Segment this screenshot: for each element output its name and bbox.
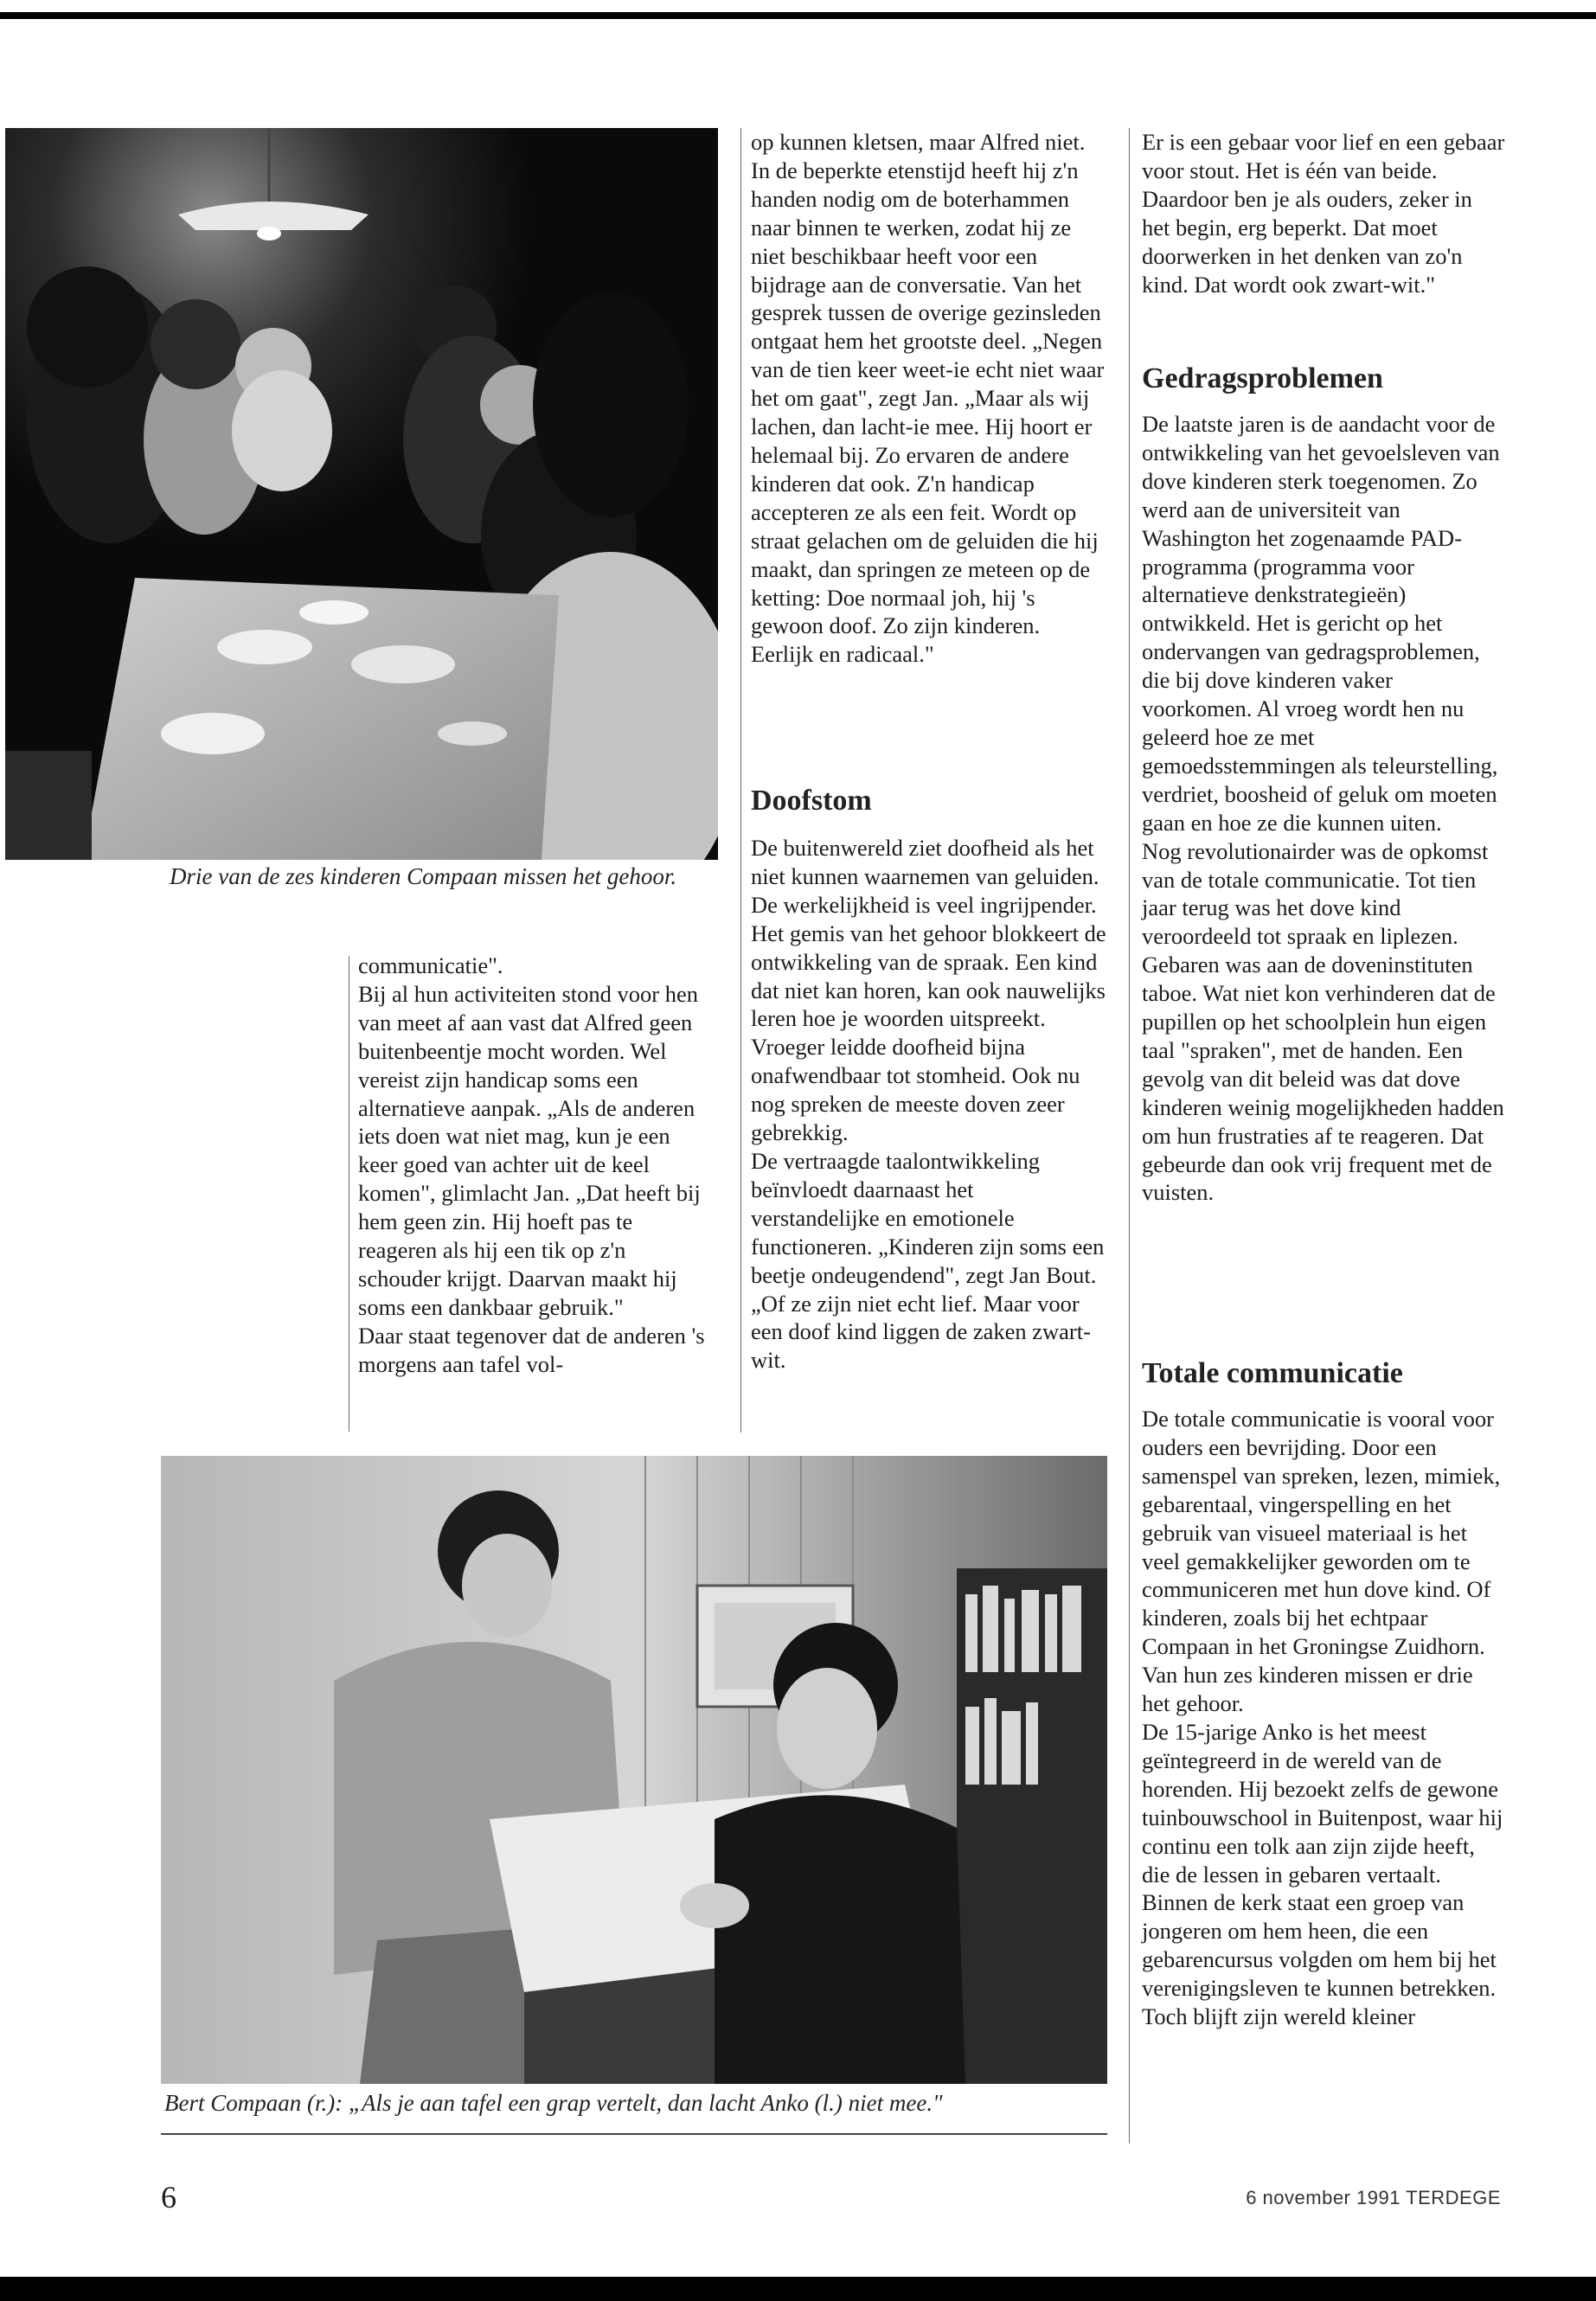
page-number: 6: [161, 2180, 176, 2214]
brothers-study-photo: [161, 1456, 1107, 2084]
bottom-border-rule: [0, 2277, 1596, 2301]
brothers-study-image: [161, 1456, 1107, 2084]
section-heading-doofstom: Doofstom: [751, 785, 872, 817]
paragraph: De 15-jarige Anko is het meest geïntegreerd in de wereld van de horenden. Hij bezoekt zelfs de gewone tuinbouwschool in Buitenpost, waar hij continu een tolk aan zijn zijde heeft, die de lessen in gebaren vertaalt. Binnen de kerk staat een groep van jongeren om hem heen, die een gebarencursus volgden om hem bij het verenigingsleven te kunnen betrekken.: [1142, 1718, 1503, 2002]
article-column-2b: [751, 834, 1107, 1375]
family-dinner-image: [5, 128, 718, 860]
article-column-3a: [1142, 128, 1505, 298]
article-column-3c: [1142, 1405, 1505, 2031]
column-separator: [1129, 128, 1130, 2144]
paragraph: Er is een gebaar voor lief en een gebaar voor stout. Het is één van beide. Daardoor ben je als ouders, zeker in het begin, erg beperkt. Dat moet doorwerken in het denken van zo'n kind. Dat wordt ook zwart-wit.": [1142, 129, 1505, 298]
paragraph: De laatste jaren is de aandacht voor de ontwikkeling van het gevoelsleven van dove kinderen sterk toegenomen. Zo werd aan de universiteit van Washington het zogenaamde PAD-programma (programma voor alternatieve denkstrategieën) ontwikkeld. Het is gericht op het ondervangen van gedragsproblemen, die bij dove kinderen vaker voorkomen. Al vroeg wordt hen nu geleerd hoe ze met gemoedsstemmingen als teleurstelling, verdriet, boosheid of geluk om moeten gaan en hoe ze die kunnen uiten.: [1142, 411, 1500, 836]
paragraph: De vertraagde taalontwikkeling beïnvloedt daarnaast het verstandelijke en emotionele functioneren. „Kinderen zijn soms een beetje ondeugendend", zegt Jan Bout. „Of ze zijn niet echt lief. Maar voor een doof kind liggen de zaken zwart-wit.: [751, 1147, 1105, 1374]
issue-footer: 6 november 1991 TERDEGE: [1246, 2187, 1501, 2208]
paragraph: Nog revolutionairder was de opkomst van de totale communicatie. Tot tien jaar terug was het dove kind veroordeeld tot spraak en liplezen. Gebaren was aan de doveninstituten taboe. Wat niet kon verhinderen dat de pupillen op het schoolplein hun eigen taal "spraken", met de handen. Een gevolg van dit beleid was dat dove kinderen weinig mogelijkheden hadden om hun frustraties af te reageren. Dat gebeurde dan ook vrij frequent met de vuisten.: [1142, 837, 1504, 1206]
paragraph: Bij al hun activiteiten stond voor hen van meet af aan vast dat Alfred geen buitenbeentje mocht worden. Wel vereist zijn handicap soms een alternatieve aanpak. „Als de anderen iets doen wat niet mag, kun je een keer goed van achter uit de keel komen", glimlacht Jan. „Dat heeft bij hem geen zin. Hij hoeft pas te reageren als hij een tik op z'n schouder krijgt. Daarvan maakt hij soms een dankbaar gebruik.": [358, 980, 701, 1320]
paragraph: Toch blijft zijn wereld kleiner: [1142, 2003, 1416, 2030]
top-border-rule: [0, 12, 1596, 19]
article-column-2: [751, 128, 1107, 669]
paragraph: op kunnen kletsen, maar Alfred niet. In de beperkte etenstijd heeft hij z'n handen nodig om de boterhammen naar binnen te werken, zodat hij ze niet beschikbaar heeft voor een bijdrage aan de conversatie. Van het gesprek tussen de overige gezinsleden ontgaat hem het grootste deel. „Negen van de tien keer weet-ie echt niet waar het om gaat", zegt Jan. „Maar als wij lachen, dan lacht-ie mee. Hij hoort er helemaal bij. Zo ervaren de andere kinderen dat ook. Z'n handicap accepteren ze als een feit. Wordt op straat gelachen om de geluiden die hij maakt, dan springen ze meteen op de ketting: Doe normaal joh, hij 's gewoon doof. Zo zijn kinderen. Eerlijk en radicaal.": [751, 129, 1105, 668]
section-heading-gedragsproblemen: Gedragsproblemen: [1142, 362, 1383, 394]
top-photo-caption: Drie van de zes kinderen Compaan missen het gehoor.: [170, 863, 677, 889]
family-dinner-photo: [5, 128, 718, 860]
paragraph: Daar staat tegenover dat de anderen 's morgens aan tafel vol-: [358, 1322, 705, 1377]
section-heading-totale-communicatie: Totale communicatie: [1142, 1357, 1403, 1389]
column-separator: [740, 128, 741, 1433]
article-column-3b: [1142, 410, 1505, 1207]
article-column-1: [358, 952, 706, 1379]
caption-rule: [161, 2133, 1107, 2135]
paragraph: communicatie".: [358, 952, 503, 978]
bottom-photo-caption: Bert Compaan (r.): „Als je aan tafel een grap vertelt, dan lacht Anko (l.) niet mee.": [164, 2090, 943, 2116]
paragraph: De totale communicatie is vooral voor ouders een bevrijding. Door een samenspel van spreken, lezen, mimiek, gebarentaal, vingerspelling en het gebruik van visueel materiaal is het veel gemakkelijker geworden om te communiceren met hun dove kind. Of kinderen, zoals bij het echtpaar Compaan in het Groningse Zuidhorn. Van hun zes kinderen missen er drie het gehoor.: [1142, 1406, 1501, 1717]
paragraph: De buitenwereld ziet doofheid als het niet kunnen waarnemen van geluiden. De werkelijkheid is veel ingrijpender. Het gemis van het gehoor blokkeert de ontwikkeling van de spraak. Een kind dat niet kan horen, kan ook nauwelijks leren hoe je woorden uitspreekt. Vroeger leidde doofheid bijna onafwendbaar tot stomheid. Ook nu nog spreken de meeste doven zeer gebrekkig.: [751, 835, 1106, 1146]
